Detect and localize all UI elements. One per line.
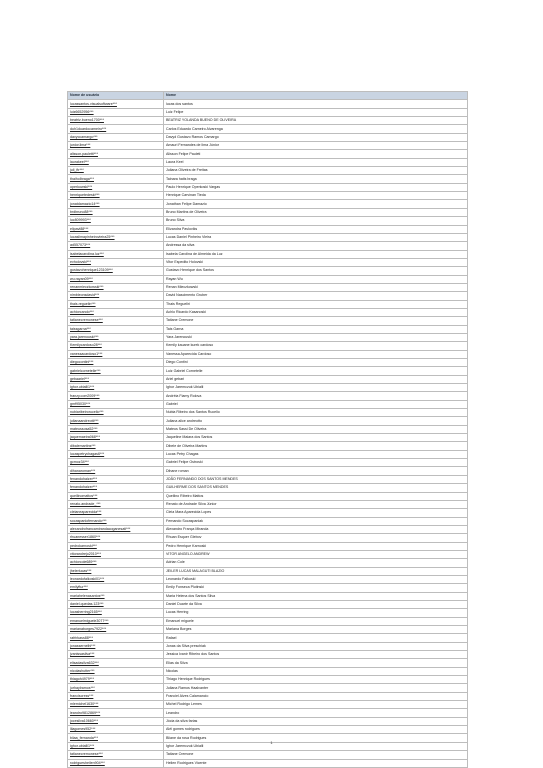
name-cell: Dibele de Oliveira Martins xyxy=(164,442,468,450)
username-cell[interactable]: duh1duardocameiro*** xyxy=(68,125,164,133)
username-cell[interactable]: vanessacardoso1*** xyxy=(68,350,164,358)
username-cell[interactable]: julianaandreotti*** xyxy=(68,417,164,425)
username-cell[interactable]: tatianecremonese*** xyxy=(68,317,164,325)
username-cell[interactable]: jaquemaeira068*** xyxy=(68,434,164,442)
username-cell[interactable]: lucaslimapinheirovieira25*** xyxy=(68,233,164,241)
table-row xyxy=(68,517,468,525)
username-cell[interactable]: biiaa_fernanda*** xyxy=(68,734,164,742)
username-cell[interactable]: elipavi88*** xyxy=(68,225,164,233)
name-cell: Andressa da silva xyxy=(164,242,468,250)
name-cell: Yara Jarenouski xyxy=(164,333,468,341)
table-row xyxy=(68,759,468,767)
username-cell[interactable]: franzy.com2009*** xyxy=(68,392,164,400)
table-row xyxy=(68,417,468,425)
table-row xyxy=(68,300,468,308)
name-cell: Renan Mieczkowski xyxy=(164,283,468,291)
username-cell[interactable]: rhuanesser1860*** xyxy=(68,534,164,542)
name-cell: Fernando Socaspaniak xyxy=(164,517,468,525)
username-cell[interactable]: leonardofalkoski01*** xyxy=(68,575,164,583)
table-row xyxy=(68,534,468,542)
name-cell: Alisson Felipe Pauleti xyxy=(164,150,468,158)
table-row xyxy=(68,409,468,417)
table-row xyxy=(68,701,468,709)
table-row xyxy=(68,500,468,508)
table-row xyxy=(68,150,468,158)
table-row xyxy=(68,467,468,475)
name-cell: Gabriel Felipe Ostroski xyxy=(164,459,468,467)
table-row xyxy=(68,400,468,408)
username-cell[interactable]: lilagomes952*** xyxy=(68,726,164,734)
username-cell[interactable]: pedrokarnoski*** xyxy=(68,542,164,550)
table-row xyxy=(68,125,468,133)
name-cell: Elizandra Pavloviks xyxy=(164,225,468,233)
username-cell[interactable]: franciscress*** xyxy=(68,692,164,700)
username-cell[interactable]: junior.lima*** xyxy=(68,142,164,150)
name-cell: Gustavo Henrique dos Santos xyxy=(164,267,468,275)
username-cell[interactable]: thiagoh4979*** xyxy=(68,676,164,684)
name-cell: Leandro xyxy=(164,709,468,717)
table-row xyxy=(68,642,468,650)
table-row xyxy=(68,542,468,550)
username-cell[interactable]: cleianeaparecida*** xyxy=(68,509,164,517)
username-cell[interactable]: ighor.ubialli1*** xyxy=(68,742,164,750)
table-row xyxy=(68,634,468,642)
table-row xyxy=(68,108,468,116)
username-cell[interactable]: gustavohenrique123109*** xyxy=(68,267,164,275)
header-username: Nome de usuário xyxy=(68,92,164,100)
table-row xyxy=(68,384,468,392)
name-cell: Diego Contini xyxy=(164,359,468,367)
name-cell: Juliana alice andreotto xyxy=(164,417,468,425)
username-cell[interactable]: mateussosa52*** xyxy=(68,425,164,433)
table-row xyxy=(68,425,468,433)
name-cell: JEILER LUCAS MALAGUTI BLAZIO xyxy=(164,567,468,575)
username-cell[interactable]: emanuelmiguele3077*** xyxy=(68,617,164,625)
name-cell: Maria Helena dos Santos Silva xyxy=(164,592,468,600)
name-cell: Andréia Fiamy Rolova xyxy=(164,392,468,400)
table-row xyxy=(68,667,468,675)
username-cell[interactable]: alisson.pauletti*** xyxy=(68,150,164,158)
username-cell[interactable]: rafrirkass88*** xyxy=(68,634,164,642)
username-cell[interactable]: operkowski*** xyxy=(68,183,164,191)
name-cell: Tainara hatis braga xyxy=(164,175,468,183)
table-row xyxy=(68,617,468,625)
name-cell: Nubia Ribeiro dos Santos Rucelio xyxy=(164,409,468,417)
username-cell[interactable]: mlemichel1630*** xyxy=(68,701,164,709)
username-cell[interactable]: juli_ftr*** xyxy=(68,167,164,175)
username-cell[interactable]: nubiaribeirorucelio*** xyxy=(68,409,164,417)
username-cell[interactable]: leandro9812869*** xyxy=(68,709,164,717)
table-row xyxy=(68,192,468,200)
username-cell[interactable]: dibalemartins*** xyxy=(68,442,164,450)
name-cell: Laura Keel xyxy=(164,158,468,166)
table-row xyxy=(68,308,468,316)
name-cell: Daniel Duarte da Silva xyxy=(164,600,468,608)
table-row xyxy=(68,626,468,634)
username-cell[interactable]: gebaariel*** xyxy=(68,375,164,383)
username-cell[interactable]: renanmieczkowski*** xyxy=(68,283,164,291)
table-row xyxy=(68,225,468,233)
table-body xyxy=(68,100,468,768)
name-cell: Emanuel miguele xyxy=(164,617,468,625)
table-row xyxy=(68,559,468,567)
username-cell[interactable]: achiorcole689*** xyxy=(68,559,164,567)
table-row xyxy=(68,275,468,283)
username-cell[interactable]: diegocontini*** xyxy=(68,359,164,367)
name-cell: Mariana Borges xyxy=(164,626,468,634)
table-row xyxy=(68,250,468,258)
name-cell: Tatiane Cremone xyxy=(164,317,468,325)
name-cell: Jaqueline Maiara dos Santos xyxy=(164,434,468,442)
table-row xyxy=(68,392,468,400)
table-row xyxy=(68,100,468,108)
username-cell[interactable]: jonassernelhi*** xyxy=(68,642,164,650)
table-row xyxy=(68,333,468,341)
table-row xyxy=(68,167,468,175)
name-cell: Aléi gomes rodrigues xyxy=(164,726,468,734)
username-cell[interactable]: marianaborges7922*** xyxy=(68,626,164,634)
name-cell: Leonardo Falkoski xyxy=(164,575,468,583)
username-cell[interactable]: daniel.quedas.123*** xyxy=(68,600,164,608)
name-cell: Juliana Ramos Haalvanter xyxy=(164,684,468,692)
name-cell: Queilino Ribeiro Mattos xyxy=(164,492,468,500)
username-cell[interactable]: dihanaroman*** xyxy=(68,467,164,475)
username-cell[interactable]: thaiholbraga*** xyxy=(68,175,164,183)
table-row xyxy=(68,442,468,450)
name-cell: Luiz Gabriel Cornetelle xyxy=(164,367,468,375)
table-row xyxy=(68,709,468,717)
name-cell: Jonathan Felipe Damazio xyxy=(164,200,468,208)
table-row xyxy=(68,200,468,208)
table-row xyxy=(68,342,468,350)
table-row xyxy=(68,592,468,600)
table-row xyxy=(68,492,468,500)
table-row xyxy=(68,242,468,250)
users-table xyxy=(67,91,468,768)
table-row xyxy=(68,484,468,492)
table-row xyxy=(68,142,468,150)
username-cell[interactable]: nimbleonsdavid*** xyxy=(68,292,164,300)
username-cell[interactable]: davyccamargo*** xyxy=(68,133,164,141)
username-cell[interactable]: gabrielcornetelle*** xyxy=(68,367,164,375)
name-cell: Tais Garna xyxy=(164,325,468,333)
username-cell[interactable]: ighor.ubialli1*** xyxy=(68,384,164,392)
username-cell[interactable]: jonatdamazio14*** xyxy=(68,200,164,208)
name-cell: Rayan Wu xyxy=(164,275,468,283)
table-header xyxy=(68,92,468,100)
username-cell[interactable]: lucassantos.visualsoftware*** xyxy=(68,100,164,108)
name-cell: BEATRIZ YOLANDA BUENO DE OLIVEIRA xyxy=(164,117,468,125)
name-cell: Emily Fonseca Plutinski xyxy=(164,584,468,592)
name-cell: Lucas Herring xyxy=(164,609,468,617)
page-number: 1 xyxy=(270,740,273,745)
username-cell[interactable]: ad557073*** xyxy=(68,242,164,250)
table-row xyxy=(68,684,468,692)
name-cell: Tatiane Cremone xyxy=(164,751,468,759)
table-row xyxy=(68,375,468,383)
table-row xyxy=(68,584,468,592)
username-cell[interactable]: vitorandrejo2010*** xyxy=(68,550,164,558)
name-cell: Vitor Espedito Holovski xyxy=(164,258,468,266)
name-cell: Bruno Martins de Oliveira xyxy=(164,208,468,216)
table-row xyxy=(68,117,468,125)
table-row xyxy=(68,217,468,225)
name-cell: Achlo Ricardo Kasanoski xyxy=(164,308,468,316)
table-row xyxy=(68,359,468,367)
table-row xyxy=(68,726,468,734)
username-cell[interactable]: beatriz.bueno1700*** xyxy=(68,117,164,125)
name-cell: Lucas Petry Chagas xyxy=(164,450,468,458)
table-row xyxy=(68,158,468,166)
header-name: Nome xyxy=(164,92,468,100)
name-cell: Jonas da Silva preschiak xyxy=(164,642,468,650)
username-cell[interactable]: jhelerlucas*** xyxy=(68,567,164,575)
table-row xyxy=(68,258,468,266)
table-row xyxy=(68,659,468,667)
name-cell: Heilen Rodrigues Vicente xyxy=(164,759,468,767)
table-row xyxy=(68,325,468,333)
username-cell[interactable]: nicolashutter*** xyxy=(68,667,164,675)
table-row xyxy=(68,751,468,759)
header-row xyxy=(68,92,468,100)
table-row xyxy=(68,267,468,275)
name-cell: Thiago Henrique Rodrigues xyxy=(164,676,468,684)
name-cell: Nicolas xyxy=(164,667,468,675)
name-cell: Ighor Jaremczuk Ubialli xyxy=(164,742,468,750)
username-cell[interactable]: renato.andrade_*** xyxy=(68,500,164,508)
table-row xyxy=(68,367,468,375)
name-cell: Paulo Henrique Operkoski Vargas xyxy=(164,183,468,191)
name-cell: JOÃO FERNANDO DOS SANTOS MENDES xyxy=(164,475,468,483)
username-cell[interactable]: wu.rayan09*** xyxy=(68,275,164,283)
username-cell[interactable]: queilinomattos*** xyxy=(68,492,164,500)
table-row xyxy=(68,183,468,191)
table-row xyxy=(68,450,468,458)
table-row xyxy=(68,459,468,467)
username-cell[interactable]: lucasherring2165*** xyxy=(68,609,164,617)
username-cell[interactable]: jurhaylramos*** xyxy=(68,684,164,692)
name-cell: David Nascimento Gruber xyxy=(164,292,468,300)
name-cell: Franciel Alves Calamancio xyxy=(164,692,468,700)
table-row xyxy=(68,600,468,608)
name-cell: Mateus Sassi De Oliveira xyxy=(164,425,468,433)
table-row xyxy=(68,509,468,517)
name-cell: Michel Rodrigo Lemes xyxy=(164,701,468,709)
table-row xyxy=(68,567,468,575)
table-row xyxy=(68,692,468,700)
table-row xyxy=(68,676,468,684)
table-row xyxy=(68,175,468,183)
table-row xyxy=(68,651,468,659)
name-cell: Vanessa Aparecida Cardoso xyxy=(164,350,468,358)
name-cell: GUILHERME DOS SANTOS MENDES xyxy=(164,484,468,492)
username-cell[interactable]: Kemilycardoso28*** xyxy=(68,342,164,350)
name-cell: Kemily kauane kurek cardoso xyxy=(164,342,468,350)
name-cell: Adrian Cole xyxy=(164,559,468,567)
name-cell: VITOR ANGELO ANDREW xyxy=(164,550,468,558)
username-cell[interactable]: gcmoz34*** xyxy=(68,459,164,467)
username-cell[interactable]: luc809993*** xyxy=(68,217,164,225)
table-row xyxy=(68,350,468,358)
name-cell: Juliana Oliveira de Freitas xyxy=(164,167,468,175)
table-row xyxy=(68,292,468,300)
table-row xyxy=(68,475,468,483)
username-cell[interactable]: gmf95030*** xyxy=(68,400,164,408)
name-cell: Ighor Jaremczuk Ubialli xyxy=(164,384,468,392)
username-cell[interactable]: socaspaniofernando*** xyxy=(68,517,164,525)
username-cell[interactable]: jocesilva10660*** xyxy=(68,717,164,725)
username-cell[interactable]: fenandohaizer*** xyxy=(68,484,164,492)
table-row xyxy=(68,550,468,558)
username-cell[interactable]: lucaspetrychagas6*** xyxy=(68,450,164,458)
name-cell: Renato de Andrade Silva Júnior xyxy=(164,500,468,508)
table-row xyxy=(68,233,468,241)
name-cell: lucas dos santos xyxy=(164,100,468,108)
username-cell[interactable]: isabelacarolina.luz*** xyxy=(68,250,164,258)
table-row xyxy=(68,208,468,216)
username-cell[interactable]: alexandrofrancamirandacoganesati*** xyxy=(68,525,164,533)
username-cell[interactable]: fenandohaizer*** xyxy=(68,475,164,483)
name-cell: Luiz Felipe xyxy=(164,108,468,116)
username-cell[interactable]: taissgarna*** xyxy=(68,325,164,333)
name-cell: Elias da Silva xyxy=(164,659,468,667)
name-cell: Pedro Henrique Karnoski xyxy=(164,542,468,550)
name-cell: Bliane da rosa Rodrigues xyxy=(164,734,468,742)
name-cell: Ariel gebari xyxy=(164,375,468,383)
username-cell[interactable]: rodriguesheilen904*** xyxy=(68,759,164,767)
name-cell: Rafael xyxy=(164,634,468,642)
table-row xyxy=(68,717,468,725)
table-row xyxy=(68,609,468,617)
username-cell[interactable]: emilyftur*** xyxy=(68,584,164,592)
table-row xyxy=(68,133,468,141)
username-cell[interactable]: mariahelenasantos*** xyxy=(68,592,164,600)
table-row xyxy=(68,434,468,442)
name-cell: Amauri Fernandes de lima Júnior xyxy=(164,142,468,150)
table-row xyxy=(68,317,468,325)
table-row xyxy=(68,525,468,533)
username-cell[interactable]: evholovski*** xyxy=(68,258,164,266)
username-cell[interactable]: achiorcando*** xyxy=(68,308,164,316)
username-cell[interactable]: yara.jarenouski*** xyxy=(68,333,164,341)
username-cell[interactable]: thais.reguelin*** xyxy=(68,300,164,308)
username-cell[interactable]: jvanissasilva*** xyxy=(68,651,164,659)
name-cell: Jessica Ivanir Ribeiro dos Santos xyxy=(164,651,468,659)
username-cell[interactable]: laurakeel*** xyxy=(68,158,164,166)
name-cell: Dihane roman xyxy=(164,467,468,475)
name-cell: Rhuan Esquer Glebov xyxy=(164,534,468,542)
name-cell: Cleia Mara Aparecida Lopes xyxy=(164,509,468,517)
name-cell: Carlos Eduardo Carneiro Alvarenga xyxy=(164,125,468,133)
name-cell: Lucas Daniel Pinheiro Vieira xyxy=(164,233,468,241)
username-cell[interactable]: henriquetedeski*** xyxy=(68,192,164,200)
name-cell: Alexandro França Miranda xyxy=(164,525,468,533)
name-cell: Jócia da silva farias xyxy=(164,717,468,725)
username-cell[interactable]: luiz6652956*** xyxy=(68,108,164,116)
table-row xyxy=(68,575,468,583)
name-cell: Gabriel xyxy=(164,400,468,408)
name-cell: Davyd Gustavo Ramos Camargo xyxy=(164,133,468,141)
name-cell: Thais Regueliri xyxy=(164,300,468,308)
username-cell[interactable]: elisadasilva632*** xyxy=(68,659,164,667)
table-row xyxy=(68,283,468,291)
username-cell[interactable]: tatianecremonese*** xyxy=(68,751,164,759)
name-cell: Henrique Carvinan Tieda xyxy=(164,192,468,200)
name-cell: Isabela Carolina de Almeida da Luz xyxy=(164,250,468,258)
name-cell: Bruno Silva xyxy=(164,217,468,225)
username-cell[interactable]: brdbruno88*** xyxy=(68,208,164,216)
